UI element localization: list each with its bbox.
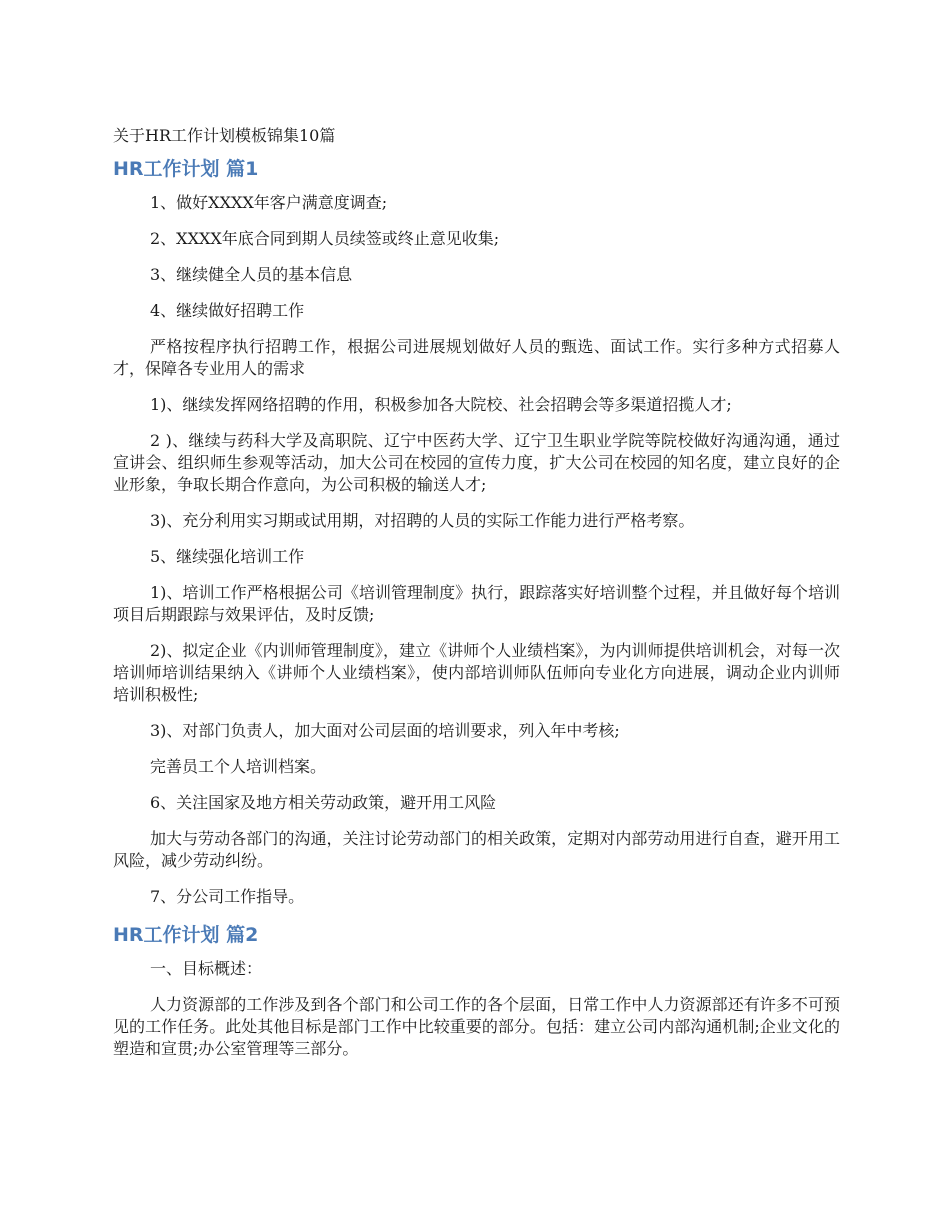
document-title: 关于HR工作计划模板锦集10篇 [113, 126, 336, 145]
paragraph: 2、XXXX年底合同到期人员续签或终止意见收集; [150, 229, 500, 248]
paragraph: 完善员工个人培训档案。 [150, 757, 327, 776]
paragraph: 6、关注国家及地方相关劳动政策，避开用工风险 [150, 793, 497, 812]
paragraph: 1)、培训工作严格根据公司《培训管理制度》执行，跟踪落实好培训整个过程，并且做好每个培训项目后期跟踪与效果评估，及时反馈; [113, 583, 840, 624]
paragraph: 一、目标概述： [150, 959, 263, 978]
paragraph: 2)、拟定企业《内训师管理制度》，建立《讲师个人业绩档案》，为内训师提供培训机会，对每一次培训师培训结果纳入《讲师个人业绩档案》，使内部培训师队伍师向专业化方向进展，调动企业内训师培训积极性; [113, 641, 840, 704]
paragraph: 加大与劳动各部门的沟通，关注讨论劳动部门的相关政策，定期对内部劳动用进行自查，避开用工风险，减少劳动纠纷。 [113, 829, 840, 870]
paragraph: 3)、对部门负责人，加大面对公司层面的培训要求，列入年中考核; [150, 721, 620, 740]
paragraph: 3、继续健全人员的基本信息 [150, 265, 353, 284]
document-body [113, 124, 840, 1074]
paragraph: 1)、继续发挥网络招聘的作用，积极参加各大院校、社会招聘会等多渠道招揽人才; [150, 395, 732, 414]
paragraph: 2 )、继续与药科大学及高职院、辽宁中医药大学、辽宁卫生职业学院等院校做好沟通沟通，通过宣讲会、组织师生参观等活动，加大公司在校园的宣传力度，扩大公司在校园的知名度，建立良好的企业形象，争取长期合作意向，为公司积极的输送人才; [113, 431, 840, 494]
paragraph: 3)、充分利用实习期或试用期，对招聘的人员的实际工作能力进行严格考察。 [150, 511, 695, 530]
paragraph: 1、做好XXXX年客户满意度调查; [150, 193, 388, 212]
paragraph: 7、分公司工作指导。 [150, 887, 305, 906]
paragraph: 严格按程序执行招聘工作，根据公司进展规划做好人员的甄选、面试工作。实行多种方式招募人才，保障各专业用人的需求 [113, 337, 840, 378]
section-heading: HR工作计划 篇1 [113, 158, 259, 180]
paragraph: 4、继续做好招聘工作 [150, 301, 305, 320]
paragraph: 5、继续强化培训工作 [150, 547, 305, 566]
paragraph: 人力资源部的工作涉及到各个部门和公司工作的各个层面，日常工作中人力资源部还有许多不可预见的工作任务。此处其他目标是部门工作中比较重要的部分。包括：建立公司内部沟通机制;企业文化的塑造和宣贯;办公室管理等三部分。 [113, 995, 840, 1058]
section-heading: HR工作计划 篇2 [113, 924, 259, 946]
section-2 [113, 922, 840, 1060]
section-1 [113, 156, 840, 908]
